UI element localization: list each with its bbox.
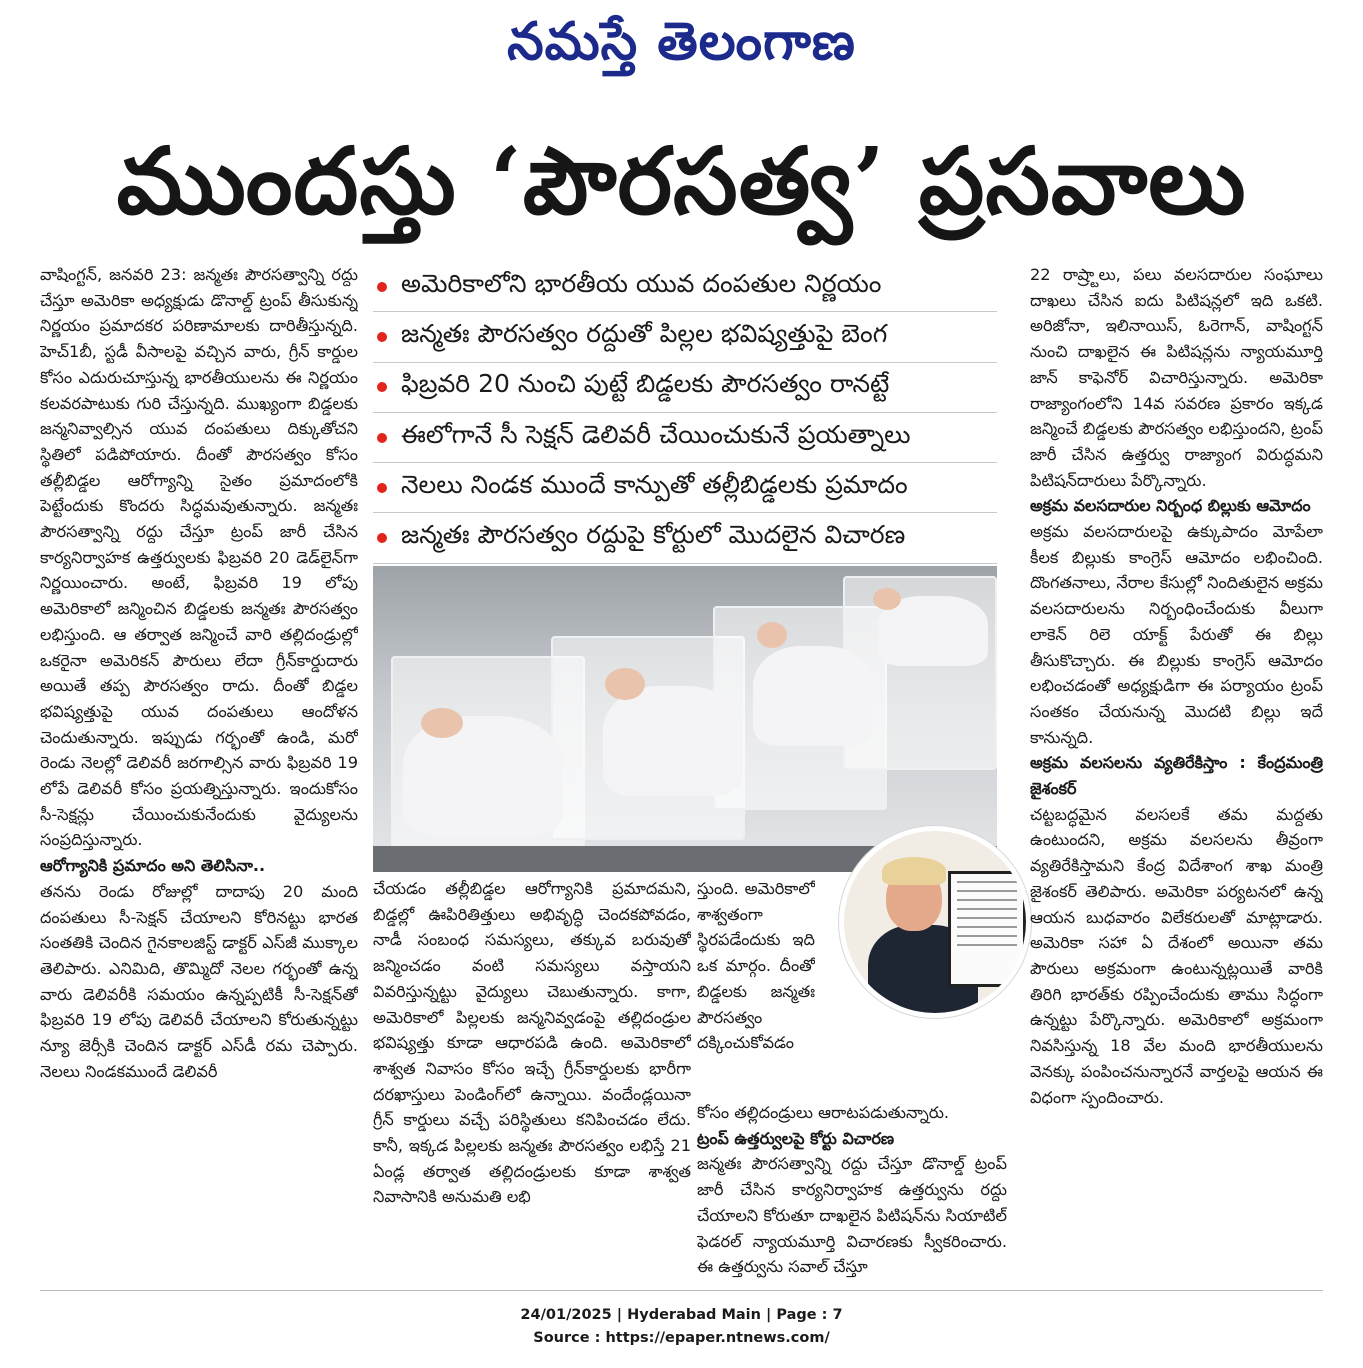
column-middle-lower	[697, 1100, 1007, 1284]
headline: ముందస్తు ‘పౌరసత్వ’ ప్రసవాలు	[116, 127, 1247, 235]
bullet-text: నెలలు నిండక ముందే కాన్పుతో తల్లీబిడ్డలకు ప్రమాదం	[401, 469, 908, 499]
column-middle-narrow	[697, 876, 815, 1100]
bullet-text: జన్మతః పౌరసత్వం రద్దుపై కోర్టులో మొదలైన విచారణ	[401, 520, 906, 550]
highlight-bullets	[373, 262, 997, 558]
bullet-item	[373, 413, 997, 463]
article-paragraph: కోసం తల్లిదండ్రులు ఆరాటపడుతున్నారు.	[697, 1103, 950, 1122]
blanket	[753, 646, 873, 746]
blanket	[603, 686, 743, 796]
subheading: ఆరోగ్యానికి ప్రమాదం అని తెలిసినా..	[40, 856, 266, 876]
bullet-item	[373, 262, 997, 312]
article-paragraph: తనను రెండు రోజుల్లో దాదాపు 20 మంది దంపతులు సీ-సెక్షన్ చేయాలని కోరినట్టు భారత సంతతికి చెందిన గైనకాలజిస్ట్ డాక్టర్ ఎస్‌జీ ముక్కాల తెలిపారు. ఎనిమిది, తొమ్మిదో నెలల గర్భంతో ఉన్న వారు డెలివరీకి సమయం ఉన్నప్పటికీ సీ-సెక్షన్‌తో ఫిబ్రవరి 19 లోపు డెలివరీ చేయాలని కోరుతున్నట్టు న్యూ జెర్సీకి చెందిన డాక్టర్ ఎస్‌డీ రమ చెప్పారు. నెలలు నిండకముందే డెలివరీ	[40, 881, 358, 1081]
newborn	[605, 668, 645, 700]
article-paragraph: స్తుంది. అమెరికాలో శాశ్వతంగా స్థిరపడేందుకు ఇది ఒక మార్గం. దీంతో బిడ్డలకు జన్మతః పౌరసత్వం దక్కించుకోవడం	[697, 879, 815, 1053]
footer-dateline: 24/01/2025 | Hyderabad Main | Page : 7	[520, 1307, 843, 1323]
article-paragraph: అక్రమ వలసదారులపై ఉక్కుపాదం మోపేలా కీలక బిల్లుకు కాంగ్రెస్ ఆమోదం లభించింది. దొంగతనాలు, నేరాల కేసుల్లో నిందితులైన అక్రమ వలసదారులను నిర్బంధించేందుకు వీలుగా లాకెన్ రిలె యాక్ట్ పేరుతో ఈ బిల్లు తీసుకొచ్చారు. ఈ బిల్లుకు కాంగ్రెస్ ఆమోదం లభించడంతో అధ్యక్షుడిగా ఈ పర్యాయం ట్రంప్ సంతకం చేయనున్న మొదటి బిల్లు ఇదే కానున్నది.	[1030, 522, 1323, 747]
bullet-item	[373, 513, 997, 563]
column-middle	[373, 876, 691, 1284]
subheading: అక్రమ వలసదారుల నిర్బంధ బిల్లుకు ఆమోదం	[1030, 496, 1311, 516]
bullet-item	[373, 363, 997, 413]
newborn	[757, 622, 787, 648]
red-dot-icon	[377, 282, 387, 292]
footer-divider	[40, 1290, 1323, 1291]
hair	[882, 857, 946, 885]
masthead-logo: నమస్తే తెలంగాణ	[507, 11, 856, 72]
bullet-item	[373, 463, 997, 513]
trump-signing-inset-photo	[839, 826, 1031, 1018]
article-paragraph: 22 రాష్ర్టాలు, పలు వలసదారుల సంఘాలు దాఖలు చేసిన ఐదు పిటిషన్లలో ఇది ఒకటి. అరిజోనా, ఇలినాయిస్, ఓరెగాన్, వాషింగ్టన్ నుంచి దాఖలైన ఈ పిటిషన్లను న్యాయమూర్తి జాన్ కాఫెనోర్ విచారిస్తున్నారు. అమెరికా రాజ్యాంగంలోని 14వ సవరణ ప్రకారం ఇక్కడ జన్మించే బిడ్డలకు పౌరసత్వం లభిస్తుందని, ట్రంప్ జారీ చేసిన ఉత్తర్వు రాజ్యాంగ విరుద్ధమని పిటిషన్‌దారులు పేర్కొన్నారు.	[1030, 265, 1323, 490]
article-paragraph: జన్మతః పౌరసత్వాన్ని రద్దు చేస్తూ డొనాల్డ్ ట్రంప్ జారీ చేసిన కార్యనిర్వాహక ఉత్తర్వును రద్దు చేయాలని కోరుతూ దాఖలైన పిటిషన్‌ను సియాటిల్ ఫెడరల్ న్యాయమూర్తి విచారణకు స్వీకరించారు. ఈ ఉత్తర్వును సవాల్ చేస్తూ	[697, 1154, 1007, 1277]
red-dot-icon	[377, 483, 387, 493]
signed-order	[948, 871, 1026, 987]
article-paragraph: చేయడం తల్లీబిడ్డల ఆరోగ్యానికి ప్రమాదమని, బిడ్డల్లో ఊపిరితిత్తులు అభివృద్ధి చెందకపోవడం, నాడీ సంబంధ సమస్యలు, తక్కువ బరువుతో జన్మించడం వంటి సమస్యలు వస్తాయని వివరిస్తున్నట్టు వైద్యులు చెబుతున్నారు. కాగా, అమెరికాలో పిల్లలకు జన్మనివ్వడంపై తల్లిదండ్రుల భవిష్యత్తు కూడా ఆధారపడి ఉంది. అమెరికాలో శాశ్వత నివాసం కోసం ఇచ్చే గ్రీన్‌కార్డులకు భారీగా దరఖాస్తులు పెండింగ్‌లో ఉన్నాయి. వందేండ్లయినా గ్రీన్ కార్డులు వచ్చే పరిస్థితులు కనిపించడం లేదు. కానీ, ఇక్కడ పిల్లలకు జన్మతః పౌరసత్వం లభిస్తే 21 ఏండ్ల తర్వాత తల్లిదండ్రులకు కూడా శాశ్వత నివాసానికి అనుమతి లభి	[373, 879, 691, 1207]
bullet-text: ఫిబ్రవరి 20 నుంచి పుట్టే బిడ్డలకు పౌరసత్వం రానట్టే	[401, 369, 890, 399]
article-paragraph: చట్టబద్ధమైన వలసలకే తమ మద్దతు ఉంటుందని, అక్రమ వలసలను తీవ్రంగా వ్యతిరేకిస్తామని కేంద్ర విదేశాంగ శాఖ మంత్రి జైశంకర్ తెలిపారు. అమెరికా పర్యటనలో ఉన్న ఆయన బుధవారం విలేకరులతో మాట్లాడారు. అమెరికా సహా ఏ దేశంలో అయినా తమ పౌరులు అక్రమంగా ఉంటున్నట్లయితే వారికి తిరిగి భారత్‌కు రప్పించేందుకు తాము సిద్ధంగా ఉన్నట్టు పేర్కొన్నారు. అమెరికాలో అక్రమంగా నివసిస్తున్న 18 వేల మంది భారతీయులను వెనక్కు పంపించనున్నారనే వార్తలపై ఆయన ఈ విధంగా స్పందించారు.	[1030, 804, 1323, 1107]
red-dot-icon	[377, 533, 387, 543]
bullet-text: అమెరికాలోని భారతీయ యువ దంపతుల నిర్ణయం	[401, 268, 882, 298]
bullet-item	[373, 312, 997, 362]
bullet-text: ఈలోగానే సీ సెక్షన్ డెలివరీ చేయించుకునే ప్రయత్నాలు	[401, 419, 911, 449]
red-dot-icon	[377, 332, 387, 342]
footer-source: Source : https://epaper.ntnews.com/	[533, 1330, 830, 1346]
column-right	[1030, 262, 1323, 1284]
newborns-photo	[373, 566, 997, 872]
subheading: ట్రంప్ ఉత్తర్వులపై కోర్టు విచారణ	[697, 1128, 895, 1148]
bullet-text: జన్మతః పౌరసత్వం రద్దుతో పిల్లల భవిష్యత్తుపై బెంగ	[401, 318, 888, 348]
article-paragraph: వాషింగ్టన్, జనవరి 23: జన్మతః పౌరసత్వాన్ని రద్దు చేస్తూ అమెరికా అధ్యక్షుడు డొనాల్డ్ ట్రంప్ తీసుకున్న నిర్ణయం ప్రమాదకర పరిణామాలకు దారితీస్తున్నది. హెచ్1బీ, స్టడీ వీసాలపై వచ్చిన వారు, గ్రీన్ కార్డుల కోసం ఎదురుచూస్తున్న భారతీయులను ఈ నిర్ణయం కలవరపాటుకు గురి చేస్తున్నది. ముఖ్యంగా బిడ్డలకు జన్మనివ్వాల్సిన యువ దంపతులు దిక్కుతోచని స్థితిలో పడిపోయారు. దీంతో పౌరసత్వం కోసం తల్లీబిడ్డల ఆరోగ్యాన్ని సైతం ప్రమాదంలోకి పెట్టేందుకు కొందరు సిద్ధమవుతున్నారు. జన్మతః పౌరసత్వాన్ని రద్దు చేస్తూ ట్రంప్ జారీ చేసిన కార్యనిర్వాహక ఉత్తర్వులకు ఫిబ్రవరి 20 డెడ్‌లైన్‌గా నిర్ణయించారు. అంటే, ఫిబ్రవరి 19 లోపు అమెరికాలో జన్మించిన బిడ్డలకు జన్మతః పౌరసత్వం లభిస్తుంది. ఆ తర్వాత జన్మించే వారి తల్లిదండ్రుల్లో ఒకరైనా అమెరికన్ పౌరులు లేదా గ్రీన్‌కార్డుదారు అయితే తప్ప పౌరసత్వం రాదు. దీంతో బిడ్డల భవిష్యత్తుపై యువ దంపతులు ఆందోళన చెందుతున్నారు. ఇప్పుడు గర్భంతో ఉండి, మరో రెండు నెలల్లో డెలివరీ జరగాల్సిన వారు ఫిబ్రవరి 19 లోపే డెలివరీ కోసం ప్రయత్నిస్తున్నారు. ఇందుకోసం సీ-సెక్షన్లు చేయించుకునేందుకు వైద్యులను సంప్రదిస్తున్నారు.	[40, 265, 358, 850]
column-left	[40, 262, 358, 1284]
newborn	[873, 588, 901, 610]
red-dot-icon	[377, 433, 387, 443]
subheading: అక్రమ వలసలను వ్యతిరేకిస్తాం : కేంద్రమంత్రి జైశంకర్	[1030, 753, 1323, 799]
newborn	[421, 708, 463, 738]
red-dot-icon	[377, 382, 387, 392]
